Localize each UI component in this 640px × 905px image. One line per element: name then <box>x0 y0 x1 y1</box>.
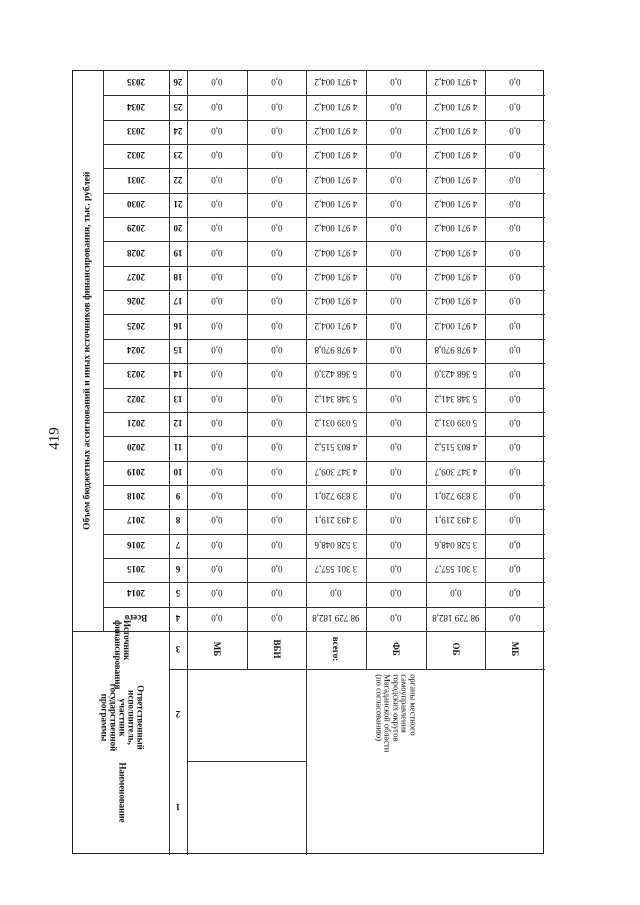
value-cell: 0,0 <box>390 588 402 599</box>
source-label: МБ <box>510 641 521 657</box>
value-cell: 0,0 <box>270 539 283 550</box>
value-cell: 0,0 <box>509 539 521 550</box>
value-cell: 0,0 <box>211 296 223 307</box>
value-cell: 0,0 <box>509 101 521 112</box>
header-name: Наименование <box>117 762 128 823</box>
value-cell: 4 978 970,8 <box>434 345 477 355</box>
table-col-rule <box>306 669 307 855</box>
source-label: ОБ <box>450 642 461 656</box>
year-label: 2028 <box>127 247 145 258</box>
value-cell: 0,0 <box>211 174 223 185</box>
table-row-rule <box>73 631 103 632</box>
value-cell: 0,0 <box>211 539 223 550</box>
year-label: 2026 <box>127 296 145 307</box>
year-label: 2021 <box>127 418 145 429</box>
value-cell: 0,0 <box>270 271 283 282</box>
table-row-rule <box>103 144 545 145</box>
table-row-rule <box>103 241 545 242</box>
year-label: 2014 <box>127 588 145 599</box>
value-cell: 0,0 <box>270 515 283 526</box>
value-cell: 0,0 <box>390 150 402 161</box>
table-row-rule <box>103 388 545 389</box>
table-row-rule <box>103 582 545 583</box>
value-cell: 4 971 004,2 <box>434 174 477 185</box>
value-cell: 0,0 <box>211 442 223 453</box>
column-number: 2 <box>175 709 181 719</box>
value-cell: 0,0 <box>390 198 402 209</box>
value-cell: 0,0 <box>509 466 521 477</box>
column-number: 6 <box>175 564 181 575</box>
table-col-rule <box>485 71 486 669</box>
value-cell: 3 493 219,1 <box>434 515 477 526</box>
column-number: 16 <box>173 320 183 331</box>
table-row-rule <box>103 509 545 510</box>
value-cell: 0,0 <box>509 369 521 380</box>
value-cell: 3 301 557,7 <box>434 564 477 575</box>
total-value-cell: 0,0 <box>211 612 223 623</box>
year-label: 2016 <box>127 539 145 550</box>
value-cell: 0,0 <box>211 125 223 136</box>
total-header: Всего <box>124 612 148 623</box>
column-number: 7 <box>175 539 181 550</box>
value-cell: 0,0 <box>211 271 223 282</box>
value-cell: 0,0 <box>509 125 521 136</box>
value-cell: 0,0 <box>390 174 402 185</box>
value-cell: 0,0 <box>390 466 402 477</box>
table-row-rule <box>103 607 545 608</box>
table-row-rule <box>103 266 545 267</box>
value-cell: 0,0 <box>509 393 521 404</box>
value-cell: 0,0 <box>390 564 402 575</box>
value-cell: 0,0 <box>509 296 521 307</box>
column-number: 5 <box>175 588 181 599</box>
value-cell: 0,0 <box>270 491 283 502</box>
value-cell: 3 528 048,6 <box>434 539 477 550</box>
value-cell: 0,0 <box>270 418 283 429</box>
header-executor: Ответственный исполнитель, участник государственной программы <box>99 683 146 752</box>
value-cell: 0,0 <box>509 198 521 209</box>
value-cell: 0,0 <box>270 320 283 331</box>
table-col-rule <box>103 71 104 631</box>
value-cell: 4 971 004,2 <box>434 125 477 136</box>
year-label: 2017 <box>127 515 145 526</box>
table-row-rule <box>103 412 545 413</box>
value-cell: 0,0 <box>270 77 283 88</box>
value-cell: 4 803 515,2 <box>314 442 358 453</box>
column-number: 23 <box>173 150 183 161</box>
source-label: ВБИ <box>271 639 282 659</box>
value-cell: 0,0 <box>211 198 223 209</box>
column-number: 8 <box>175 515 181 526</box>
value-cell: 0,0 <box>211 515 223 526</box>
value-cell: 0,0 <box>270 125 283 136</box>
value-cell: 0,0 <box>211 466 223 477</box>
value-cell: 3 839 720,1 <box>434 491 477 502</box>
value-cell: 0,0 <box>270 174 283 185</box>
source-label: всего: <box>331 636 342 662</box>
value-cell: 0,0 <box>390 539 402 550</box>
total-value-cell: 98 729 182,8 <box>312 612 360 623</box>
value-cell: 4 971 004,2 <box>434 271 477 282</box>
value-cell: 0,0 <box>390 296 402 307</box>
value-cell: 5 368 423,0 <box>434 369 477 380</box>
year-label: 2027 <box>127 271 145 282</box>
table-col-rule <box>306 71 307 669</box>
value-cell: 0,0 <box>390 125 402 136</box>
table-col-rule <box>366 71 367 669</box>
table-col-rule <box>169 71 170 855</box>
value-cell: 0,0 <box>509 564 521 575</box>
value-cell: 0,0 <box>211 588 223 599</box>
column-number: 13 <box>173 393 183 404</box>
value-cell: 0,0 <box>270 369 283 380</box>
value-cell: 3 839 720,1 <box>314 491 358 502</box>
value-cell: 4 971 004,2 <box>314 223 358 234</box>
value-cell: 4 347 309,7 <box>314 466 358 477</box>
table-row-rule <box>103 120 545 121</box>
value-cell: 4 971 004,2 <box>434 296 477 307</box>
value-cell: 0,0 <box>509 150 521 161</box>
value-cell: 4 971 004,2 <box>314 271 358 282</box>
value-cell: 0,0 <box>270 198 283 209</box>
value-cell: 4 971 004,2 <box>434 77 477 88</box>
column-number: 24 <box>173 125 183 136</box>
value-cell: 0,0 <box>509 491 521 502</box>
total-value-cell: 0,0 <box>390 612 402 623</box>
value-cell: 4 978 970,8 <box>314 345 358 355</box>
value-cell: 0,0 <box>270 101 283 112</box>
table-row-rule <box>103 461 545 462</box>
table-row-rule <box>103 95 545 96</box>
value-cell: 0,0 <box>390 393 402 404</box>
table-row-rule <box>103 631 545 632</box>
value-cell: 0,0 <box>390 223 402 234</box>
value-cell: 0,0 <box>270 466 283 477</box>
total-value-cell: 0,0 <box>509 612 521 623</box>
value-cell: 0,0 <box>270 345 283 355</box>
source-label: ФБ <box>390 642 401 656</box>
table-row-rule <box>103 558 545 559</box>
year-label: 2029 <box>127 223 145 234</box>
value-cell: 0,0 <box>509 247 521 258</box>
group-header: Объем бюджетных ассигнований и иных источников финансирования, тыс. рублей <box>82 171 93 530</box>
column-number: 12 <box>173 418 183 429</box>
value-cell: 4 971 004,2 <box>314 150 358 161</box>
value-cell: 5 348 341,2 <box>434 393 477 404</box>
value-cell: 0,0 <box>390 491 402 502</box>
column-number: 26 <box>173 77 183 88</box>
year-label: 2024 <box>127 345 145 355</box>
year-label: 2032 <box>127 150 145 161</box>
budget-table <box>72 70 544 854</box>
value-cell: 5 039 031,2 <box>434 418 477 429</box>
year-label: 2023 <box>127 369 145 380</box>
column-number: 21 <box>173 198 183 209</box>
value-cell: 0,0 <box>390 271 402 282</box>
value-cell: 0,0 <box>509 442 521 453</box>
value-cell: 0,0 <box>390 442 402 453</box>
value-cell: 4 971 004,2 <box>314 125 358 136</box>
value-cell: 4 971 004,2 <box>314 320 358 331</box>
value-cell: 0,0 <box>211 150 223 161</box>
year-label: 2033 <box>127 125 145 136</box>
value-cell: 0,0 <box>211 491 223 502</box>
value-cell: 0,0 <box>270 247 283 258</box>
table-row-rule <box>103 485 545 486</box>
value-cell: 0,0 <box>270 223 283 234</box>
year-label: 2015 <box>127 564 145 575</box>
value-cell: 0,0 <box>390 369 402 380</box>
column-number: 25 <box>173 101 183 112</box>
total-value-cell: 98 729 182,8 <box>431 612 480 623</box>
column-number: 3 <box>175 644 181 654</box>
total-value-cell: 0,0 <box>270 612 283 623</box>
table-row-rule <box>103 168 545 169</box>
year-label: 2022 <box>127 393 145 404</box>
table-row-rule <box>169 669 545 670</box>
year-label: 2034 <box>127 101 145 112</box>
column-number: 1 <box>175 802 181 812</box>
page-number: 419 <box>46 427 63 450</box>
table-row-rule <box>103 436 545 437</box>
table-row-rule <box>103 217 545 218</box>
value-cell: 4 971 004,2 <box>434 150 477 161</box>
column-number: 10 <box>173 466 183 477</box>
value-cell: 0,0 <box>390 418 402 429</box>
value-cell: 3 301 557,7 <box>314 564 358 575</box>
value-cell: 4 971 004,2 <box>434 320 477 331</box>
value-cell: 4 971 004,2 <box>434 247 477 258</box>
value-cell: 0,0 <box>330 588 342 599</box>
value-cell: 4 971 004,2 <box>314 296 358 307</box>
value-cell: 4 971 004,2 <box>314 198 358 209</box>
value-cell: 0,0 <box>211 369 223 380</box>
column-number: 4 <box>175 612 181 623</box>
value-cell: 0,0 <box>211 564 223 575</box>
column-number: 14 <box>173 369 183 380</box>
value-cell: 4 971 004,2 <box>314 174 358 185</box>
value-cell: 0,0 <box>509 588 521 599</box>
table-col-rule <box>247 71 248 669</box>
value-cell: 0,0 <box>509 223 521 234</box>
header-source: Источник финансирования <box>113 620 132 690</box>
value-cell: 0,0 <box>390 77 402 88</box>
value-cell: 0,0 <box>509 345 521 355</box>
year-label: 2031 <box>127 174 145 185</box>
value-cell: 0,0 <box>211 418 223 429</box>
value-cell: 4 971 004,2 <box>314 101 358 112</box>
column-number: 19 <box>173 247 183 258</box>
value-cell: 4 971 004,2 <box>314 247 358 258</box>
value-cell: 0,0 <box>270 442 283 453</box>
value-cell: 0,0 <box>390 345 402 355</box>
table-row-rule <box>103 314 545 315</box>
value-cell: 0,0 <box>509 418 521 429</box>
value-cell: 0,0 <box>211 393 223 404</box>
column-number: 17 <box>173 296 183 307</box>
column-number: 9 <box>175 491 181 502</box>
year-label: 2030 <box>127 198 145 209</box>
value-cell: 0,0 <box>509 77 521 88</box>
table-row-rule <box>103 339 545 340</box>
value-cell: 0,0 <box>390 515 402 526</box>
value-cell: 0,0 <box>211 320 223 331</box>
value-cell: 0,0 <box>211 223 223 234</box>
year-label: 2018 <box>127 491 145 502</box>
table-row-rule <box>103 193 545 194</box>
table-col-rule <box>426 71 427 669</box>
value-cell: 5 348 341,2 <box>314 393 358 404</box>
value-cell: 0,0 <box>270 588 283 599</box>
value-cell: 4 347 309,7 <box>434 466 477 477</box>
value-cell: 0,0 <box>270 150 283 161</box>
value-cell: 4 803 515,2 <box>434 442 477 453</box>
value-cell: 3 528 048,6 <box>314 539 358 550</box>
year-label: 2025 <box>127 320 145 331</box>
table-row-rule <box>187 761 306 762</box>
year-label: 2019 <box>127 466 145 477</box>
value-cell: 4 971 004,2 <box>434 198 477 209</box>
value-cell: 0,0 <box>270 393 283 404</box>
value-cell: 0,0 <box>509 271 521 282</box>
value-cell: 0,0 <box>509 174 521 185</box>
executor-text: органы местного самоуправления городских округов Магаданской области (по согласованию) <box>374 674 419 753</box>
value-cell: 0,0 <box>211 101 223 112</box>
value-cell: 0,0 <box>270 564 283 575</box>
column-number: 18 <box>173 271 183 282</box>
year-label: 2035 <box>127 77 145 88</box>
value-cell: 0,0 <box>509 320 521 331</box>
value-cell: 0,0 <box>390 320 402 331</box>
column-number: 11 <box>173 442 183 453</box>
value-cell: 0,0 <box>211 77 223 88</box>
value-cell: 0,0 <box>449 588 462 599</box>
table-row-rule <box>103 290 545 291</box>
value-cell: 4 971 004,2 <box>434 101 477 112</box>
source-label: МБ <box>211 641 222 657</box>
table-row-rule <box>103 363 545 364</box>
value-cell: 5 039 031,2 <box>314 418 358 429</box>
year-label: 2020 <box>127 442 145 453</box>
value-cell: 0,0 <box>270 296 283 307</box>
value-cell: 0,0 <box>390 101 402 112</box>
value-cell: 0,0 <box>211 345 223 355</box>
value-cell: 0,0 <box>211 247 223 258</box>
column-number: 15 <box>173 345 183 355</box>
table-row-rule <box>103 534 545 535</box>
table-col-rule <box>187 71 188 855</box>
column-number: 20 <box>173 223 183 234</box>
column-number: 22 <box>173 174 183 185</box>
value-cell: 4 971 004,2 <box>314 77 358 88</box>
value-cell: 0,0 <box>390 247 402 258</box>
value-cell: 3 493 219,1 <box>314 515 358 526</box>
value-cell: 0,0 <box>509 515 521 526</box>
value-cell: 4 971 004,2 <box>434 223 477 234</box>
value-cell: 5 368 423,0 <box>314 369 358 380</box>
